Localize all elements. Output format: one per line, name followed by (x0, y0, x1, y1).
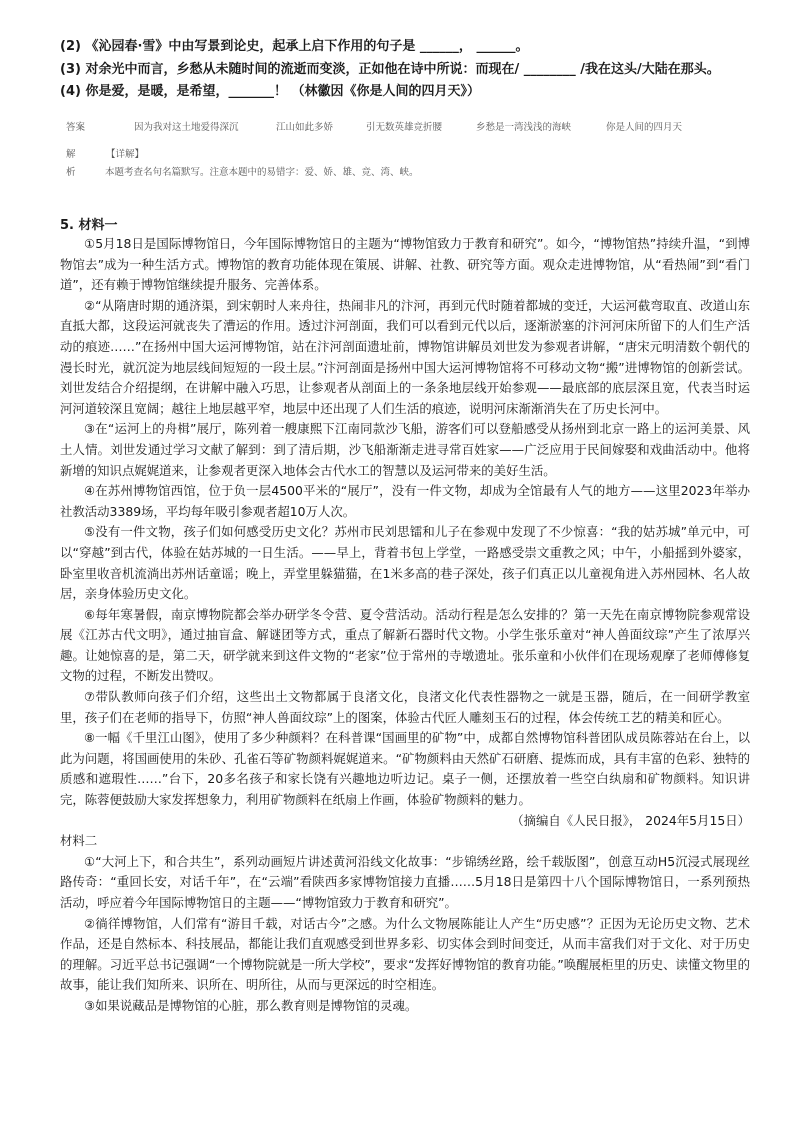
answer-item: 引无数英雄竞折腰 (366, 122, 443, 133)
paragraph: ⑧一幅《千里江山图》，使用了多少种颜料？在科普课“国画里的矿物”中，成都自然博物馆科普团队成员陈蓉站在台上，以此为问题，将国画使用的朱砂、孔雀石等矿物颜料娓娓道来。“矿物颜料由天然矿石研磨、提炼而成，具有丰富的色彩、独特的质感和遮瑕性……”台下，20多名孩子和家长饶有兴趣地边听边记。桌子一侧，还摆放着一些空白纨扇和矿物颜料。知识讲完，陈蓉便鼓励大家发挥想象力，利用矿物颜料在纸扇上作画，体验矿物颜料的魅力。 (60, 730, 750, 808)
answer-item: 乡愁是一湾浅浅的海峡 (476, 122, 572, 133)
section-heading: 5. 材料一 (60, 218, 118, 233)
question-text: 对余光中而言，乡愁从未随时间的流逝而变淡，正如他在诗中所说：而现在/ ________ /我在这头/大陆在那头。 (85, 62, 720, 77)
paragraph: ⑦带队教师向孩子们介绍，这些出土文物都属于良渚文化，良渚文化代表性器物之一就是玉器，随后，在一间研学教室里，孩子们在老师的指导下，仿照“神人兽面纹琮”上的图案，体验古代匠人雕刻玉石的过程，体会传统工艺的精美和匠心。 (60, 689, 750, 725)
question-number: (2) (60, 39, 81, 54)
answer-item: 因为我对这土地爱得深沉 (134, 122, 239, 133)
paragraph: ④在苏州博物馆西馆，位于负一层4500平米的“展厅”，没有一件文物，却成为全馆最有人气的地方——这里2023年举办社教活动3389场，平均每年吸引参观者超10万人次。 (60, 483, 750, 519)
answer-item: 江山如此多娇 (276, 122, 334, 133)
question-text: 《沁园春·雪》中由写景到论史，起承上启下作用的句子是 ______， ______。 (85, 39, 529, 54)
paragraph: ③在“运河上的舟楫”展厅，陈列着一艘康熙下江南同款沙飞船，游客们可以登船感受从扬州到北京一路上的运河美景、风土人情。刘世发通过学习文献了解到：到了清后期，沙飞船渐渐走进寻常百姓家——广泛应用于民间嫁娶和戏曲活动中。他将新增的知识点娓娓道来，让参观者更深入地体会古代水工的智慧以及运河带来的美好生活。 (60, 421, 750, 478)
question-number: (4) (60, 84, 81, 99)
question-number: (3) (60, 62, 81, 77)
source-citation: （摘编自《人民日报》， 2024年5月15日） (511, 812, 750, 828)
paragraph: ①5月18日是国际博物馆日，今年国际博物馆日的主题为“博物馆致力于教育和研究”。如今，“博物馆热”持续升温，“到博物馆去”成为一种生活方式。博物馆的教育功能体现在策展、讲解、社教、研究等方面。观众走进博物馆，从“看热闹”到“看门道”，还有赖于博物馆继续提升服务、完善体系。 (60, 236, 750, 293)
explanation-label: 解析 (66, 149, 76, 178)
paragraph: ⑤没有一件文物，孩子们如何感受历史文化？苏州市民刘思镭和儿子在参观中发现了不少惊喜：“我的姑苏城”单元中，可以“穿越”到古代，体验在姑苏城的一日生活。——早上，背着书包上学堂，一路感受崇文重教之风；中午，小船摇到外婆家，卧室里收音机流淌出苏州话童谣；晚上，弄堂里躲猫猫，在1米多高的巷子深处，孩子们真正以儿童视角进入苏州园林、名人故居，亲身体验历史文化。 (60, 524, 750, 602)
question-3 (60, 61, 720, 79)
paragraph: ⑥每年寒暑假，南京博物院都会举办研学冬令营、夏令营活动。活动行程是怎么安排的？第一天先在南京博物院参观常设展《江苏古代文明》，通过抽盲盒、解谜团等方式，重点了解新石器时代文物。小学生张乐童对“神人兽面纹琮”产生了浓厚兴趣。让她惊喜的是，第二天，研学就来到这件文物的“老家”位于常州的寺墩遗址。张乐童和小伙伴们在现场观摩了老师傅修复文物的过程，不断发出赞叹。 (60, 606, 750, 684)
paragraph: ③如果说藏品是博物馆的心脏，那么教育则是博物馆的灵魂。 (84, 997, 418, 1013)
paragraph: ②“从隋唐时期的通济渠，到宋朝时人来舟往，热闹非凡的汴河，再到元代时随着都城的变迁，大运河截弯取直、改道山东直抵大都，这段运河就丧失了漕运的作用。透过汴河剖面，我们可以看到元代以后，逐渐淤塞的汴河河床所留下的人们生产活动的痕迹……”在扬州中国大运河博物馆，站在汴河剖面遗址前，博物馆讲解员刘世发为参观者讲解，“唐宋元明清数个朝代的漫长时光，就沉淀为地层线间短短的一段土层。”汴河剖面是扬州中国大运河博物馆将不可移动文物“搬”进博物馆的创新尝试。刘世发结合介绍提纲，在讲解中融入巧思，让参观者从剖面上的一条条地层线开始参观——最底部的底层深且宽，代表当时运河河道较深且宽阔；越往上地层越平窄，地层中还出现了人们生活的痕迹，说明河床渐渐消失在了历史长河中。 (60, 297, 750, 416)
paragraph: ②徜徉博物馆，人们常有“游目千载，对话古今”之感。为什么文物展陈能让人产生“历史感”？正因为无论历史文物、艺术作品，还是自然标本、科技展品，都能让我们直观感受到世界多彩、切实体会到时间变迁，从而丰富我们对于文化、对于历史的理解。习近平总书记强调“一个博物院就是一所大学校”，要求“发挥好博物馆的教育功能。”唤醒展柜里的历史、读懂文物里的故事，能让我们知所来、识所在、明所往，从而与更深远的时空相连。 (60, 915, 750, 993)
question-4 (60, 83, 480, 101)
question-2 (60, 38, 528, 56)
material-body (60, 234, 750, 1017)
answer-item: 你是人间的四月天 (606, 122, 683, 133)
material2-heading: 材料二 (60, 833, 98, 849)
paragraph: ①“大河上下，和合共生”，系列动画短片讲述黄河沿线文化故事：“步锦绣丝路，绘千载版图”，创意互动H5沉浸式展现丝路传奇：“重回长安，对话千年”，在“云端”看陕西多家博物馆接力直播……5月18日是第四十八个国际博物馆日，一系列预热活动，呼应着今年国际博物馆日的主题——“博物馆致力于教育和研究”。 (60, 853, 750, 910)
explanation-text: 本题考查名句名篇默写。注意本题中的易错字：爱、娇、雄、竞、湾、峡。 (105, 167, 419, 178)
question-text: 你是爱，是暖，是希望，_______！ （林徽因《你是人间的四月天》） (85, 84, 480, 99)
answer-label: 答案 (66, 122, 86, 133)
explanation-tag: 【详解】 (106, 149, 145, 160)
